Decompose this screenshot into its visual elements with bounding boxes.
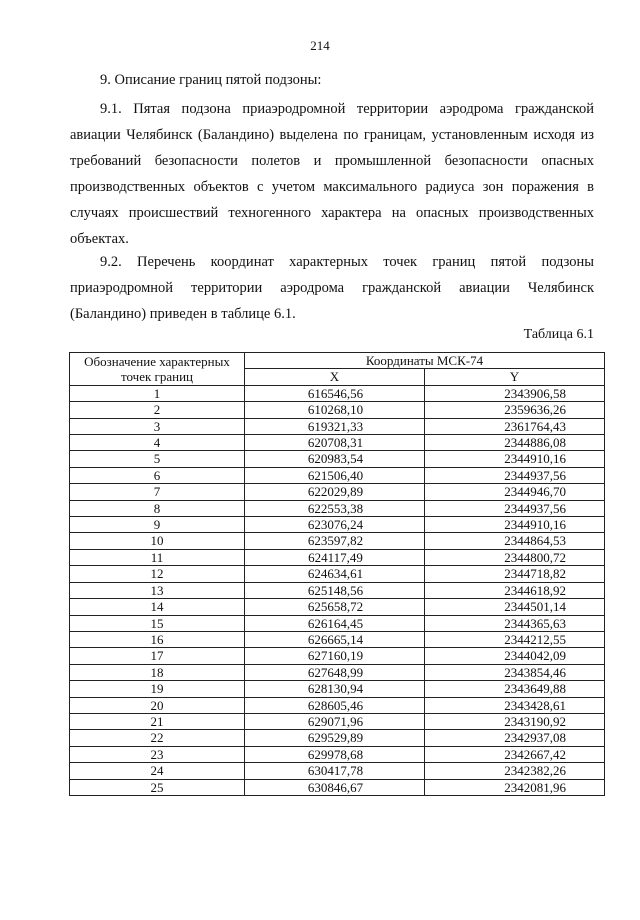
coord-y: 2344937,56: [425, 500, 605, 516]
coord-x: 626665,14: [245, 631, 425, 647]
coord-x: 630846,67: [245, 779, 425, 795]
coord-y: 2361764,43: [425, 418, 605, 434]
coord-x: 622029,89: [245, 484, 425, 500]
table-row: [70, 517, 605, 533]
coord-y: 2359636,26: [425, 402, 605, 418]
coord-y: 2343854,46: [425, 664, 605, 680]
coord-x: 624117,49: [245, 549, 425, 565]
coord-y: 2342382,26: [425, 763, 605, 779]
point-number: 19: [70, 681, 245, 697]
point-number: 14: [70, 599, 245, 615]
coord-x: 620708,31: [245, 435, 425, 451]
coord-x: 626164,45: [245, 615, 425, 631]
coord-x: 623076,24: [245, 517, 425, 533]
coord-y: 2344718,82: [425, 566, 605, 582]
table-row: [70, 713, 605, 729]
coord-x: 630417,78: [245, 763, 425, 779]
coord-x: 624634,61: [245, 566, 425, 582]
page-number: 214: [310, 38, 330, 53]
point-number: 17: [70, 648, 245, 664]
table-row: [70, 648, 605, 664]
coord-y: 2344864,53: [425, 533, 605, 549]
header-coordinates: Координаты МСК-74: [245, 353, 605, 369]
table-row: [70, 730, 605, 746]
coord-y: 2342937,08: [425, 730, 605, 746]
section-heading: 9. Описание границ пятой подзоны:: [100, 72, 322, 88]
point-number: 12: [70, 566, 245, 582]
point-number: 15: [70, 615, 245, 631]
table-row: [70, 566, 605, 582]
point-number: 23: [70, 746, 245, 762]
coord-y: 2344886,08: [425, 435, 605, 451]
coord-y: 2344800,72: [425, 549, 605, 565]
table-body: [70, 385, 605, 795]
table-caption: Таблица 6.1: [523, 327, 594, 342]
point-number: 25: [70, 779, 245, 795]
point-number: 21: [70, 713, 245, 729]
point-number: 7: [70, 484, 245, 500]
point-number: 3: [70, 418, 245, 434]
coord-x: 623597,82: [245, 533, 425, 549]
point-number: 5: [70, 451, 245, 467]
table-row: [70, 549, 605, 565]
table-row: [70, 697, 605, 713]
coord-y: 2344910,16: [425, 517, 605, 533]
coord-y: 2343190,92: [425, 713, 605, 729]
coord-y: 2344937,56: [425, 467, 605, 483]
point-number: 2: [70, 402, 245, 418]
table-row: [70, 385, 605, 401]
table-row: [70, 418, 605, 434]
point-number: 24: [70, 763, 245, 779]
point-number: 10: [70, 533, 245, 549]
coord-x: 625658,72: [245, 599, 425, 615]
coord-x: 620983,54: [245, 451, 425, 467]
table-row: [70, 599, 605, 615]
table-row: [70, 402, 605, 418]
coord-x: 625148,56: [245, 582, 425, 598]
coord-x: 629978,68: [245, 746, 425, 762]
table-row: [70, 681, 605, 697]
coord-x: 616546,56: [245, 385, 425, 401]
point-number: 16: [70, 631, 245, 647]
point-number: 8: [70, 500, 245, 516]
coord-x: 627648,99: [245, 664, 425, 680]
table-row: [70, 582, 605, 598]
table-row: [70, 631, 605, 647]
coord-y: 2344365,63: [425, 615, 605, 631]
point-number: 4: [70, 435, 245, 451]
coord-x: 621506,40: [245, 467, 425, 483]
coord-x: 622553,38: [245, 500, 425, 516]
table-row: [70, 467, 605, 483]
table-row: [70, 615, 605, 631]
coord-y: 2343649,88: [425, 681, 605, 697]
table-row: [70, 664, 605, 680]
coord-y: 2344618,92: [425, 582, 605, 598]
table-row: [70, 533, 605, 549]
paragraph-9-2: 9.2. Перечень координат характерных точек границ пятой подзоны приаэродромной территории аэродрома гражданской авиации Челябинск (Баландино) приведен в таблице 6.1.: [70, 254, 594, 322]
point-number: 6: [70, 467, 245, 483]
coord-x: 619321,33: [245, 418, 425, 434]
coord-y: 2344910,16: [425, 451, 605, 467]
point-number: 9: [70, 517, 245, 533]
coord-y: 2344212,55: [425, 631, 605, 647]
table-row: [70, 500, 605, 516]
point-number: 13: [70, 582, 245, 598]
table-row: [70, 451, 605, 467]
coord-y: 2343906,58: [425, 385, 605, 401]
coord-y: 2344946,70: [425, 484, 605, 500]
table-row: [70, 763, 605, 779]
coord-y: 2343428,61: [425, 697, 605, 713]
coord-x: 629529,89: [245, 730, 425, 746]
table-row: [70, 779, 605, 795]
coord-x: 629071,96: [245, 713, 425, 729]
coord-y: 2344501,14: [425, 599, 605, 615]
point-number: 18: [70, 664, 245, 680]
coord-x: 627160,19: [245, 648, 425, 664]
coord-y: 2342667,42: [425, 746, 605, 762]
coord-y: 2342081,96: [425, 779, 605, 795]
header-y: Y: [425, 369, 605, 385]
paragraph-9-1: 9.1. Пятая подзона приаэродромной территории аэродрома гражданской авиации Челябинск (Баландино) выделена по границам, установленным исходя из требований безопасности полетов и промышленной безопасности опасных производственных объектов с учетом максимального радиуса зон поражения в случаях происшествий техногенного характера на опасных производственных объектах.: [70, 101, 594, 247]
header-point-designation: Обозначение характерных точек границ: [70, 353, 245, 386]
point-number: 1: [70, 385, 245, 401]
point-number: 22: [70, 730, 245, 746]
point-number: 20: [70, 697, 245, 713]
point-number: 11: [70, 549, 245, 565]
coord-x: 610268,10: [245, 402, 425, 418]
coord-x: 628130,94: [245, 681, 425, 697]
coord-x: 628605,46: [245, 697, 425, 713]
table-row: [70, 435, 605, 451]
table-row: [70, 746, 605, 762]
table-row: [70, 484, 605, 500]
coordinates-table: [69, 352, 605, 796]
header-x: X: [245, 369, 425, 385]
coord-y: 2344042,09: [425, 648, 605, 664]
